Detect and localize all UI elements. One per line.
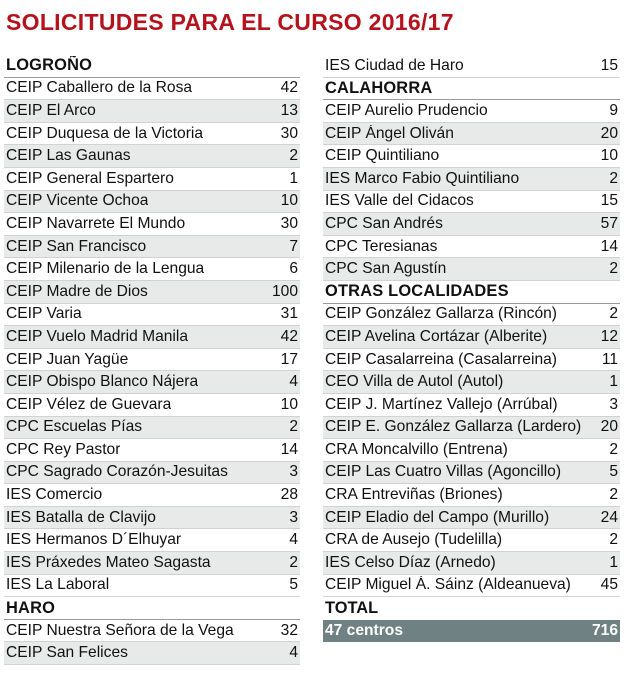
request-count: 1 bbox=[289, 169, 298, 187]
table-row bbox=[323, 552, 620, 575]
request-count: 10 bbox=[280, 192, 298, 210]
request-count: 13 bbox=[280, 101, 298, 119]
center-name: CEIP Vélez de Guevara bbox=[6, 395, 172, 413]
center-name: CEIP Milenario de la Lengua bbox=[6, 260, 205, 278]
table-row bbox=[4, 326, 300, 349]
request-count: 4 bbox=[289, 531, 298, 549]
request-count: 31 bbox=[280, 305, 298, 323]
center-name: CEIP Nuestra Señora de la Vega bbox=[6, 621, 234, 639]
section-heading-label: OTRAS LOCALIDADES bbox=[325, 282, 509, 301]
table-row bbox=[4, 304, 300, 327]
center-name: CEIP Quintiliano bbox=[325, 147, 440, 165]
table-row bbox=[323, 326, 620, 349]
center-name: CEIP Casalarreina (Casalarreina) bbox=[325, 350, 557, 368]
center-name: CPC Rey Pastor bbox=[6, 440, 121, 458]
request-count: 2 bbox=[289, 418, 298, 436]
table-row bbox=[4, 529, 300, 552]
table-row bbox=[4, 439, 300, 462]
section-heading-label: HARO bbox=[6, 598, 56, 617]
request-count: 5 bbox=[609, 463, 618, 481]
center-name: CEIP Las Cuatro Villas (Agoncillo) bbox=[325, 463, 562, 481]
center-name: CEIP Aurelio Prudencio bbox=[325, 101, 488, 119]
table-row bbox=[323, 168, 620, 191]
table-row bbox=[323, 213, 620, 236]
center-name: CEIP Varia bbox=[6, 305, 82, 323]
table-row bbox=[323, 123, 620, 146]
table-row bbox=[4, 484, 300, 507]
center-name: CEIP Madre de Dios bbox=[6, 282, 148, 300]
request-count: 2 bbox=[609, 486, 618, 504]
center-name: CEIP San Felices bbox=[6, 644, 128, 662]
table-row bbox=[4, 236, 300, 259]
center-name: CEIP Duquesa de la Victoria bbox=[6, 124, 204, 142]
center-name: IES La Laboral bbox=[6, 576, 110, 594]
request-count: 4 bbox=[289, 644, 298, 662]
table-row bbox=[4, 123, 300, 146]
center-name: CPC Sagrado Corazón-Jesuitas bbox=[6, 463, 228, 481]
center-name: IES Comercio bbox=[6, 486, 103, 504]
request-count: 4 bbox=[289, 373, 298, 391]
table-row bbox=[4, 507, 300, 530]
table-row bbox=[323, 371, 620, 394]
request-count: 45 bbox=[600, 576, 618, 594]
request-count: 3 bbox=[609, 395, 618, 413]
request-count: 7 bbox=[289, 237, 298, 255]
center-name: CEIP Las Gaunas bbox=[6, 147, 131, 165]
table-row bbox=[4, 78, 300, 101]
center-name: IES Hermanos D´Elhuyar bbox=[6, 531, 182, 549]
center-name: CEIP Vicente Ochoa bbox=[6, 192, 149, 210]
section-heading-label: CALAHORRA bbox=[325, 78, 433, 97]
table-row bbox=[4, 394, 300, 417]
request-count: 1 bbox=[609, 553, 618, 571]
request-count: 12 bbox=[600, 327, 618, 345]
table-row bbox=[4, 191, 300, 214]
request-count: 9 bbox=[609, 101, 618, 119]
center-name: CEIP Navarrete El Mundo bbox=[6, 214, 186, 232]
table-row bbox=[323, 55, 620, 78]
request-count: 2 bbox=[289, 553, 298, 571]
center-name: CRA de Ausejo (Tudelilla) bbox=[325, 531, 503, 549]
request-count: 2 bbox=[609, 531, 618, 549]
request-count: 2 bbox=[609, 440, 618, 458]
total-count: 716 bbox=[591, 622, 618, 640]
table-row bbox=[323, 462, 620, 485]
request-count: 5 bbox=[289, 576, 298, 594]
request-count: 57 bbox=[600, 214, 618, 232]
request-count: 42 bbox=[280, 327, 298, 345]
total-heading bbox=[323, 597, 620, 620]
table-row bbox=[323, 439, 620, 462]
table-row bbox=[4, 213, 300, 236]
center-name: CPC San Agustín bbox=[325, 260, 447, 278]
table-row bbox=[323, 258, 620, 281]
center-name: IES Valle del Cidacos bbox=[325, 192, 474, 210]
center-name: CEIP Avelina Cortázar (Alberite) bbox=[325, 327, 548, 345]
section-heading bbox=[4, 55, 300, 78]
table-row bbox=[323, 349, 620, 372]
request-count: 15 bbox=[600, 192, 618, 210]
total-label: TOTAL bbox=[325, 599, 379, 618]
center-name: CEIP Juan Yagüe bbox=[6, 350, 129, 368]
center-name: IES Marco Fabio Quintiliano bbox=[325, 169, 520, 187]
center-name: IES Batalla de Clavijo bbox=[6, 508, 156, 526]
left-column bbox=[4, 55, 300, 665]
table-row bbox=[4, 100, 300, 123]
request-count: 3 bbox=[289, 508, 298, 526]
request-count: 2 bbox=[609, 169, 618, 187]
section-heading bbox=[4, 597, 300, 620]
table-row bbox=[4, 575, 300, 598]
center-name: CEIP González Gallarza (Rincón) bbox=[325, 305, 557, 323]
right-column bbox=[323, 55, 620, 642]
table-row bbox=[4, 552, 300, 575]
table-row bbox=[4, 620, 300, 643]
center-name: CPC Teresianas bbox=[325, 237, 438, 255]
request-count: 10 bbox=[600, 147, 618, 165]
section-heading bbox=[323, 281, 620, 304]
request-count: 100 bbox=[271, 282, 298, 300]
center-name: CRA Moncalvillo (Entrena) bbox=[325, 440, 508, 458]
section-heading bbox=[323, 78, 620, 101]
request-count: 30 bbox=[280, 214, 298, 232]
table-row bbox=[323, 484, 620, 507]
request-count: 14 bbox=[600, 237, 618, 255]
center-name: CEIP Vuelo Madrid Manila bbox=[6, 327, 189, 345]
center-name: CPC San Andrés bbox=[325, 214, 443, 232]
center-name: CEIP J. Martínez Vallejo (Arrúbal) bbox=[325, 395, 558, 413]
table-row bbox=[323, 145, 620, 168]
table-row bbox=[4, 281, 300, 304]
center-name: CEIP E. González Gallarza (Lardero) bbox=[325, 418, 582, 436]
table-row bbox=[323, 507, 620, 530]
table-row bbox=[323, 575, 620, 598]
request-count: 10 bbox=[280, 395, 298, 413]
table-row bbox=[4, 417, 300, 440]
request-count: 6 bbox=[289, 260, 298, 278]
request-count: 24 bbox=[600, 508, 618, 526]
request-count: 42 bbox=[280, 79, 298, 97]
table-row bbox=[4, 349, 300, 372]
center-name: CRA Entreviñas (Briones) bbox=[325, 486, 503, 504]
request-count: 20 bbox=[600, 124, 618, 142]
center-name: CPC Escuelas Pías bbox=[6, 418, 143, 436]
request-count: 14 bbox=[280, 440, 298, 458]
request-count: 2 bbox=[609, 260, 618, 278]
table-row bbox=[323, 417, 620, 440]
table-row bbox=[323, 236, 620, 259]
page-title: SOLICITUDES PARA EL CURSO 2016/17 bbox=[6, 9, 454, 35]
request-count: 28 bbox=[280, 486, 298, 504]
request-count: 32 bbox=[280, 621, 298, 639]
request-count: 15 bbox=[600, 56, 618, 74]
center-name: CEIP General Espartero bbox=[6, 169, 174, 187]
table-row bbox=[323, 304, 620, 327]
table-row bbox=[323, 191, 620, 214]
request-count: 2 bbox=[609, 305, 618, 323]
center-name: IES Práxedes Mateo Sagasta bbox=[6, 553, 211, 571]
center-name: IES Celso Díaz (Arnedo) bbox=[325, 553, 496, 571]
request-count: 11 bbox=[601, 350, 618, 368]
request-count: 20 bbox=[600, 418, 618, 436]
request-count: 30 bbox=[280, 124, 298, 142]
center-name: IES Ciudad de Haro bbox=[325, 56, 464, 74]
table-row bbox=[4, 145, 300, 168]
request-count: 17 bbox=[280, 350, 298, 368]
center-name: CEIP Miguel Á. Sáinz (Aldeanueva) bbox=[325, 576, 571, 594]
request-count: 3 bbox=[289, 463, 298, 481]
center-name: CEIP Eladio del Campo (Murillo) bbox=[325, 508, 550, 526]
center-name: CEIP El Arco bbox=[6, 101, 96, 119]
center-name: CEO Villa de Autol (Autol) bbox=[325, 373, 504, 391]
table-row bbox=[4, 642, 300, 665]
center-name: CEIP Ángel Oliván bbox=[325, 124, 454, 142]
table-row bbox=[4, 258, 300, 281]
table-row bbox=[323, 100, 620, 123]
table-row bbox=[4, 168, 300, 191]
request-count: 1 bbox=[609, 373, 618, 391]
total-summary-row bbox=[323, 620, 620, 643]
table-row bbox=[323, 529, 620, 552]
table-row bbox=[323, 394, 620, 417]
table-row bbox=[4, 462, 300, 485]
table-row bbox=[4, 371, 300, 394]
request-count: 2 bbox=[289, 147, 298, 165]
center-name: CEIP Obispo Blanco Nájera bbox=[6, 373, 199, 391]
section-heading-label: LOGROÑO bbox=[6, 56, 93, 75]
center-name: CEIP Caballero de la Rosa bbox=[6, 79, 193, 97]
total-centros-label: 47 centros bbox=[325, 622, 404, 640]
center-name: CEIP San Francisco bbox=[6, 237, 147, 255]
